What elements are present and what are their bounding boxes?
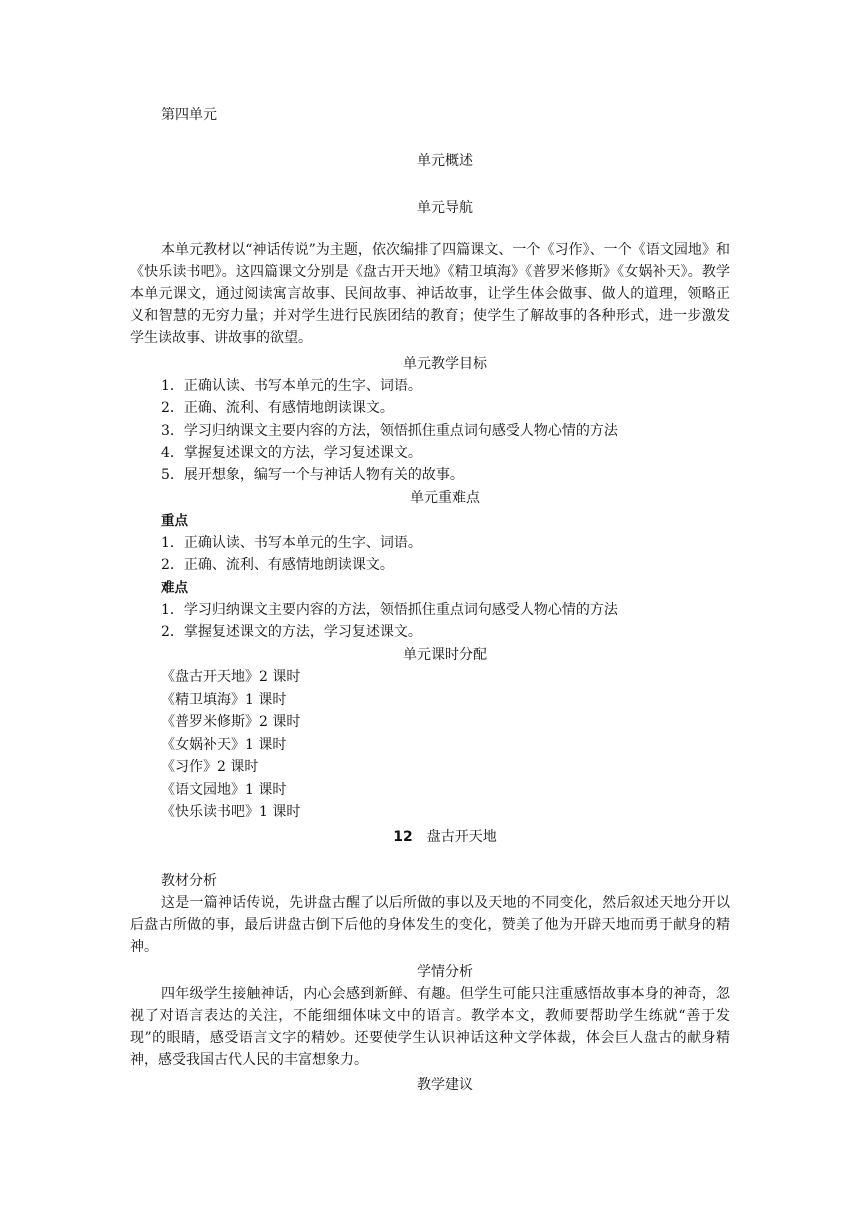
navigation-paragraph <box>130 239 730 349</box>
student-text: 四年级学生接触神话，内心会感到新鲜、有趣。但学生可能只注重感悟故事本身的神奇，忽视了对语言表达的关注，不能细细体味文中的语言。教学本文，教师要帮助学生练就“善于发现”的眼睛，感受语言文字的精妙。还要使学生认识神话这种文学体裁，体会巨人盘古的献身精神，感受我国古代人民的丰富想象力。 <box>130 986 730 1068</box>
goal-item: 5．展开想象，编写一个与神话人物有关的故事。 <box>161 467 464 483</box>
unit-label: 第四单元 <box>161 107 217 123</box>
navigation-text: 本单元教材以“神话传说”为主题，依次编排了四篇课文、一个《习作》、一个《语文园地》和《快乐读书吧》。这四篇课文分别是《盘古开天地》《精卫填海》《普罗米修斯》《女娲补天》。教学本单元课文，通过阅读寓言故事、民间故事、神话故事，让学生体会做事、做人的道理，领略正义和智慧的无穷力量；并对学生进行民族团结的教育；使学生了解故事的各种形式，进一步激发学生读故事、讲故事的欲望。 <box>130 242 730 346</box>
schedule-item: 《语文园地》1 课时 <box>161 782 287 798</box>
schedule-item: 《习作》2 课时 <box>161 759 259 775</box>
schedule-item: 《盘古开天地》2 课时 <box>161 669 301 685</box>
lesson-title <box>161 826 729 848</box>
key-label: 重点 <box>161 513 188 529</box>
key-item: 1．正确认读、书写本单元的生字、词语。 <box>161 535 422 551</box>
schedule-item: 《普罗米修斯》2 课时 <box>161 714 301 730</box>
goal-item: 3．学习归纳课文主要内容的方法，领悟抓住重点词句感受人物心情的方法 <box>161 423 618 439</box>
navigation-title: 单元导航 <box>417 200 473 216</box>
difficult-item: 2．掌握复述课文的方法，学习复述课文。 <box>161 624 422 640</box>
difficult-item: 1．学习归纳课文主要内容的方法，领悟抓住重点词句感受人物心情的方法 <box>161 602 618 618</box>
goal-item: 2．正确、流利、有感情地朗读课文。 <box>161 400 394 416</box>
suggestion-title: 教学建议 <box>417 1077 473 1093</box>
student-paragraph <box>130 983 730 1071</box>
goal-item: 4．掌握复述课文的方法，学习复述课文。 <box>161 445 422 461</box>
goal-item: 1．正确认读、书写本单元的生字、词语。 <box>161 378 422 394</box>
material-paragraph <box>130 892 730 958</box>
schedule-item: 《精卫填海》1 课时 <box>161 692 287 708</box>
schedule-item: 《女娲补天》1 课时 <box>161 737 287 753</box>
overview-title: 单元概述 <box>417 153 473 169</box>
schedule-item: 《快乐读书吧》1 课时 <box>161 804 301 820</box>
key-item: 2．正确、流利、有感情地朗读课文。 <box>161 557 394 573</box>
goals-title: 单元教学目标 <box>403 356 487 372</box>
lesson-number: 12 <box>393 829 413 845</box>
lesson-name: 盘古开天地 <box>426 829 497 845</box>
difficult-label: 难点 <box>161 580 188 596</box>
material-text: 这是一篇神话传说，先讲盘古醒了以后所做的事以及天地的不同变化，然后叙述天地分开以后盘古所做的事，最后讲盘古倒下后他的身体发生的变化，赞美了他为开辟天地而勇于献身的精神。 <box>130 895 730 955</box>
keypoints-title: 单元重难点 <box>410 490 480 506</box>
student-title: 学情分析 <box>417 964 473 980</box>
material-title: 教材分析 <box>161 873 217 889</box>
schedule-title: 单元课时分配 <box>403 647 487 663</box>
